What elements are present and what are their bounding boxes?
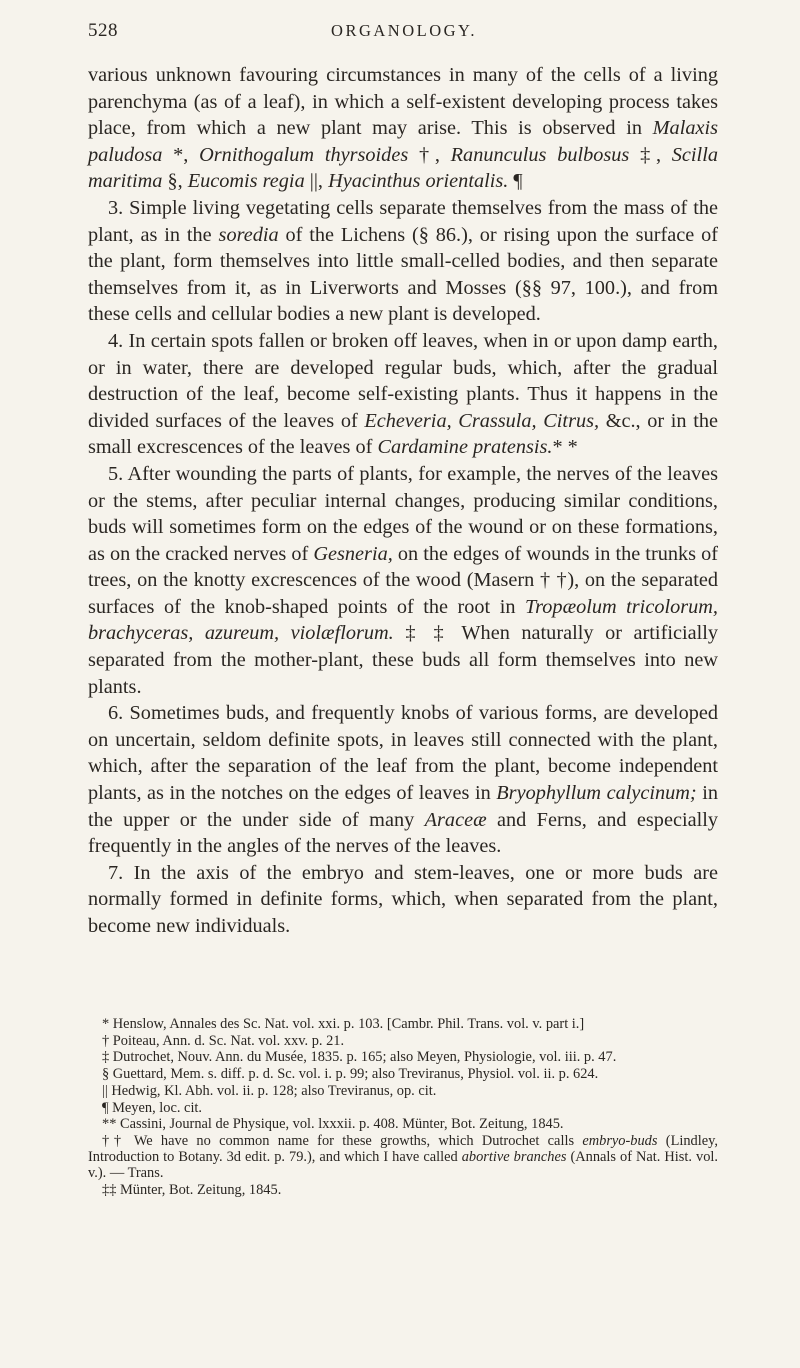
text-run: ‡‡ Münter, Bot. Zeitung, 1845. [102, 1182, 282, 1199]
footnote [88, 1116, 718, 1132]
text-run: † Poiteau, Ann. d. Sc. Nat. vol. xxv. p. 21. [102, 1032, 345, 1049]
footnote [88, 1033, 718, 1049]
italic-text: Hyacinthus orientalis. [328, 170, 509, 193]
paragraph-p7 [88, 860, 718, 940]
footnote [88, 1083, 718, 1099]
text-run: * * [552, 436, 578, 459]
text-run: on the edges of wounds in the trunks of trees, on the knotty excrescences of the wood (Masern † †), on the separated surfaces of the knob-shaped points of the root in [88, 542, 718, 618]
paragraph-p3 [88, 195, 718, 328]
text-run: ‡ Dutrochet, Nouv. Ann. du Musée, 1835. p. 165; also Meyen, Physiologie, vol. iii. p. 47. [102, 1049, 617, 1066]
text-run: ¶ Meyen, loc. cit. [102, 1099, 203, 1116]
text-run: ‡, [629, 143, 672, 166]
text-run: ||, [304, 170, 329, 193]
italic-text: Bryophyllum calycinum; [496, 782, 697, 805]
footnote [88, 1049, 718, 1065]
paragraph-p5 [88, 461, 718, 700]
body-text [88, 62, 718, 940]
text-run: in the upper or the under side of many [88, 782, 718, 831]
text-run: 3. Simple living vegetating cells separate themselves from the mass of the plant, as in the [88, 196, 718, 246]
text-run: §, [162, 170, 188, 193]
italic-text: Echeveria, Crassula, Citrus, [364, 409, 600, 432]
running-title: ORGANOLOGY. [331, 21, 477, 40]
paragraph-p4 [88, 328, 718, 461]
italic-text: Scilla maritima [88, 143, 718, 193]
footnote [88, 1182, 718, 1198]
text-run: 5. After wounding the parts of plants, for example, the nerves of the leaves or the stems, after peculiar internal changes, producing similar conditions, buds will sometimes form on the edges of the wound or on these formations, as on the cracked nerves of [88, 462, 718, 565]
italic-text: Cardamine pratensis. [377, 436, 553, 459]
footnotes [88, 1016, 718, 1199]
text-run: 6. Sometimes buds, and frequently knobs of various forms, are developed on uncertain, seldom definite spots, in leaves still connected with the plant, which, after the separation of the leaf from the plant, become independent plants, as in the notches on the edges of leaves in [88, 702, 718, 805]
text-run: 7. In the axis of the embryo and stem-leaves, one or more buds are normally formed in definite forms, which, when separated from the plant, become new individuals. [88, 861, 718, 937]
page-header [88, 20, 720, 46]
italic-text: Gesneria, [313, 542, 393, 565]
text-run: * Henslow, Annales des Sc. Nat. vol. xxi. p. 103. [Cambr. Phil. Trans. vol. v. part i.] [102, 1016, 585, 1032]
italic-text: soredia [218, 223, 279, 246]
text-run: § Guettard, Mem. s. diff. p. d. Sc. vol. i. p. 99; also Treviranus, Physiol. vol. ii. p. 624. [102, 1066, 599, 1083]
text-run: *, [162, 143, 200, 166]
text-run: ** Cassini, Journal de Physique, vol. lxxxii. p. 408. Münter, Bot. Zeitung, 1845. [102, 1116, 564, 1133]
italic-text: Malaxis paludosa [88, 117, 718, 166]
text-run: ‡ ‡ When naturally or artificially separated from the mother-plant, these buds all form themselves into new plants. [88, 622, 719, 698]
footnote [88, 1066, 718, 1082]
italic-text: Ranunculus bulbosus [450, 143, 630, 166]
italic-text: Eucomis regia [187, 170, 305, 193]
footnote [88, 1016, 718, 1032]
footnote [88, 1100, 718, 1116]
italic-text: Tropæolum tricolorum, brachyceras, azureum, violæflorum. [88, 595, 718, 645]
text-run: &c., or in the small excrescences of the leaves of [88, 409, 718, 459]
paragraph-p6 [88, 700, 718, 860]
text-run: ¶ [508, 170, 523, 193]
italic-text: Araceæ [424, 808, 487, 831]
text-run: and Ferns, and especially frequently in the angles of the nerves of the leaves. [88, 808, 718, 858]
footnote [88, 1133, 718, 1182]
text-run: †† We have no common name for these growths, which Dutrochet calls [102, 1132, 583, 1149]
italic-text: abortive branches [461, 1149, 567, 1166]
text-run: of the Lichens (§ 86.), or rising upon the surface of the plant, form themselves into little small-celled bodies, and then separate themselves from it, as in Liverworts and Mosses (§§ 97, 100.), and from these cells and cellular bodies a new plant is developed. [88, 223, 718, 326]
text-run: 4. In certain spots fallen or broken off leaves, when in or upon damp earth, or in water, there are developed regular buds, which, after the gradual destruction of the leaf, become self-existing plants. Thus it happens in the divided surfaces of the leaves of [88, 329, 718, 432]
paragraph-p-cont [88, 62, 718, 195]
text-run: (Annals of Nat. Hist. vol. v.). — Trans. [88, 1149, 718, 1182]
text-run: || Hedwig, Kl. Abh. vol. ii. p. 128; also Treviranus, op. cit. [102, 1082, 437, 1099]
text-run: (Lindley, Introduction to Botany. 3d edit. p. 79.), and which I have called [88, 1132, 718, 1166]
page-number: 528 [88, 20, 118, 41]
text-run: various unknown favouring circumstances in many of the cells of a living parenchyma (as of a leaf), in which a self-existent developing process takes place, from which a new plant may arise. This is observed in [88, 64, 718, 140]
italic-text: embryo-buds [582, 1132, 658, 1149]
italic-text: Ornithogalum thyrsoides [199, 143, 409, 166]
text-run: †, [408, 143, 451, 166]
